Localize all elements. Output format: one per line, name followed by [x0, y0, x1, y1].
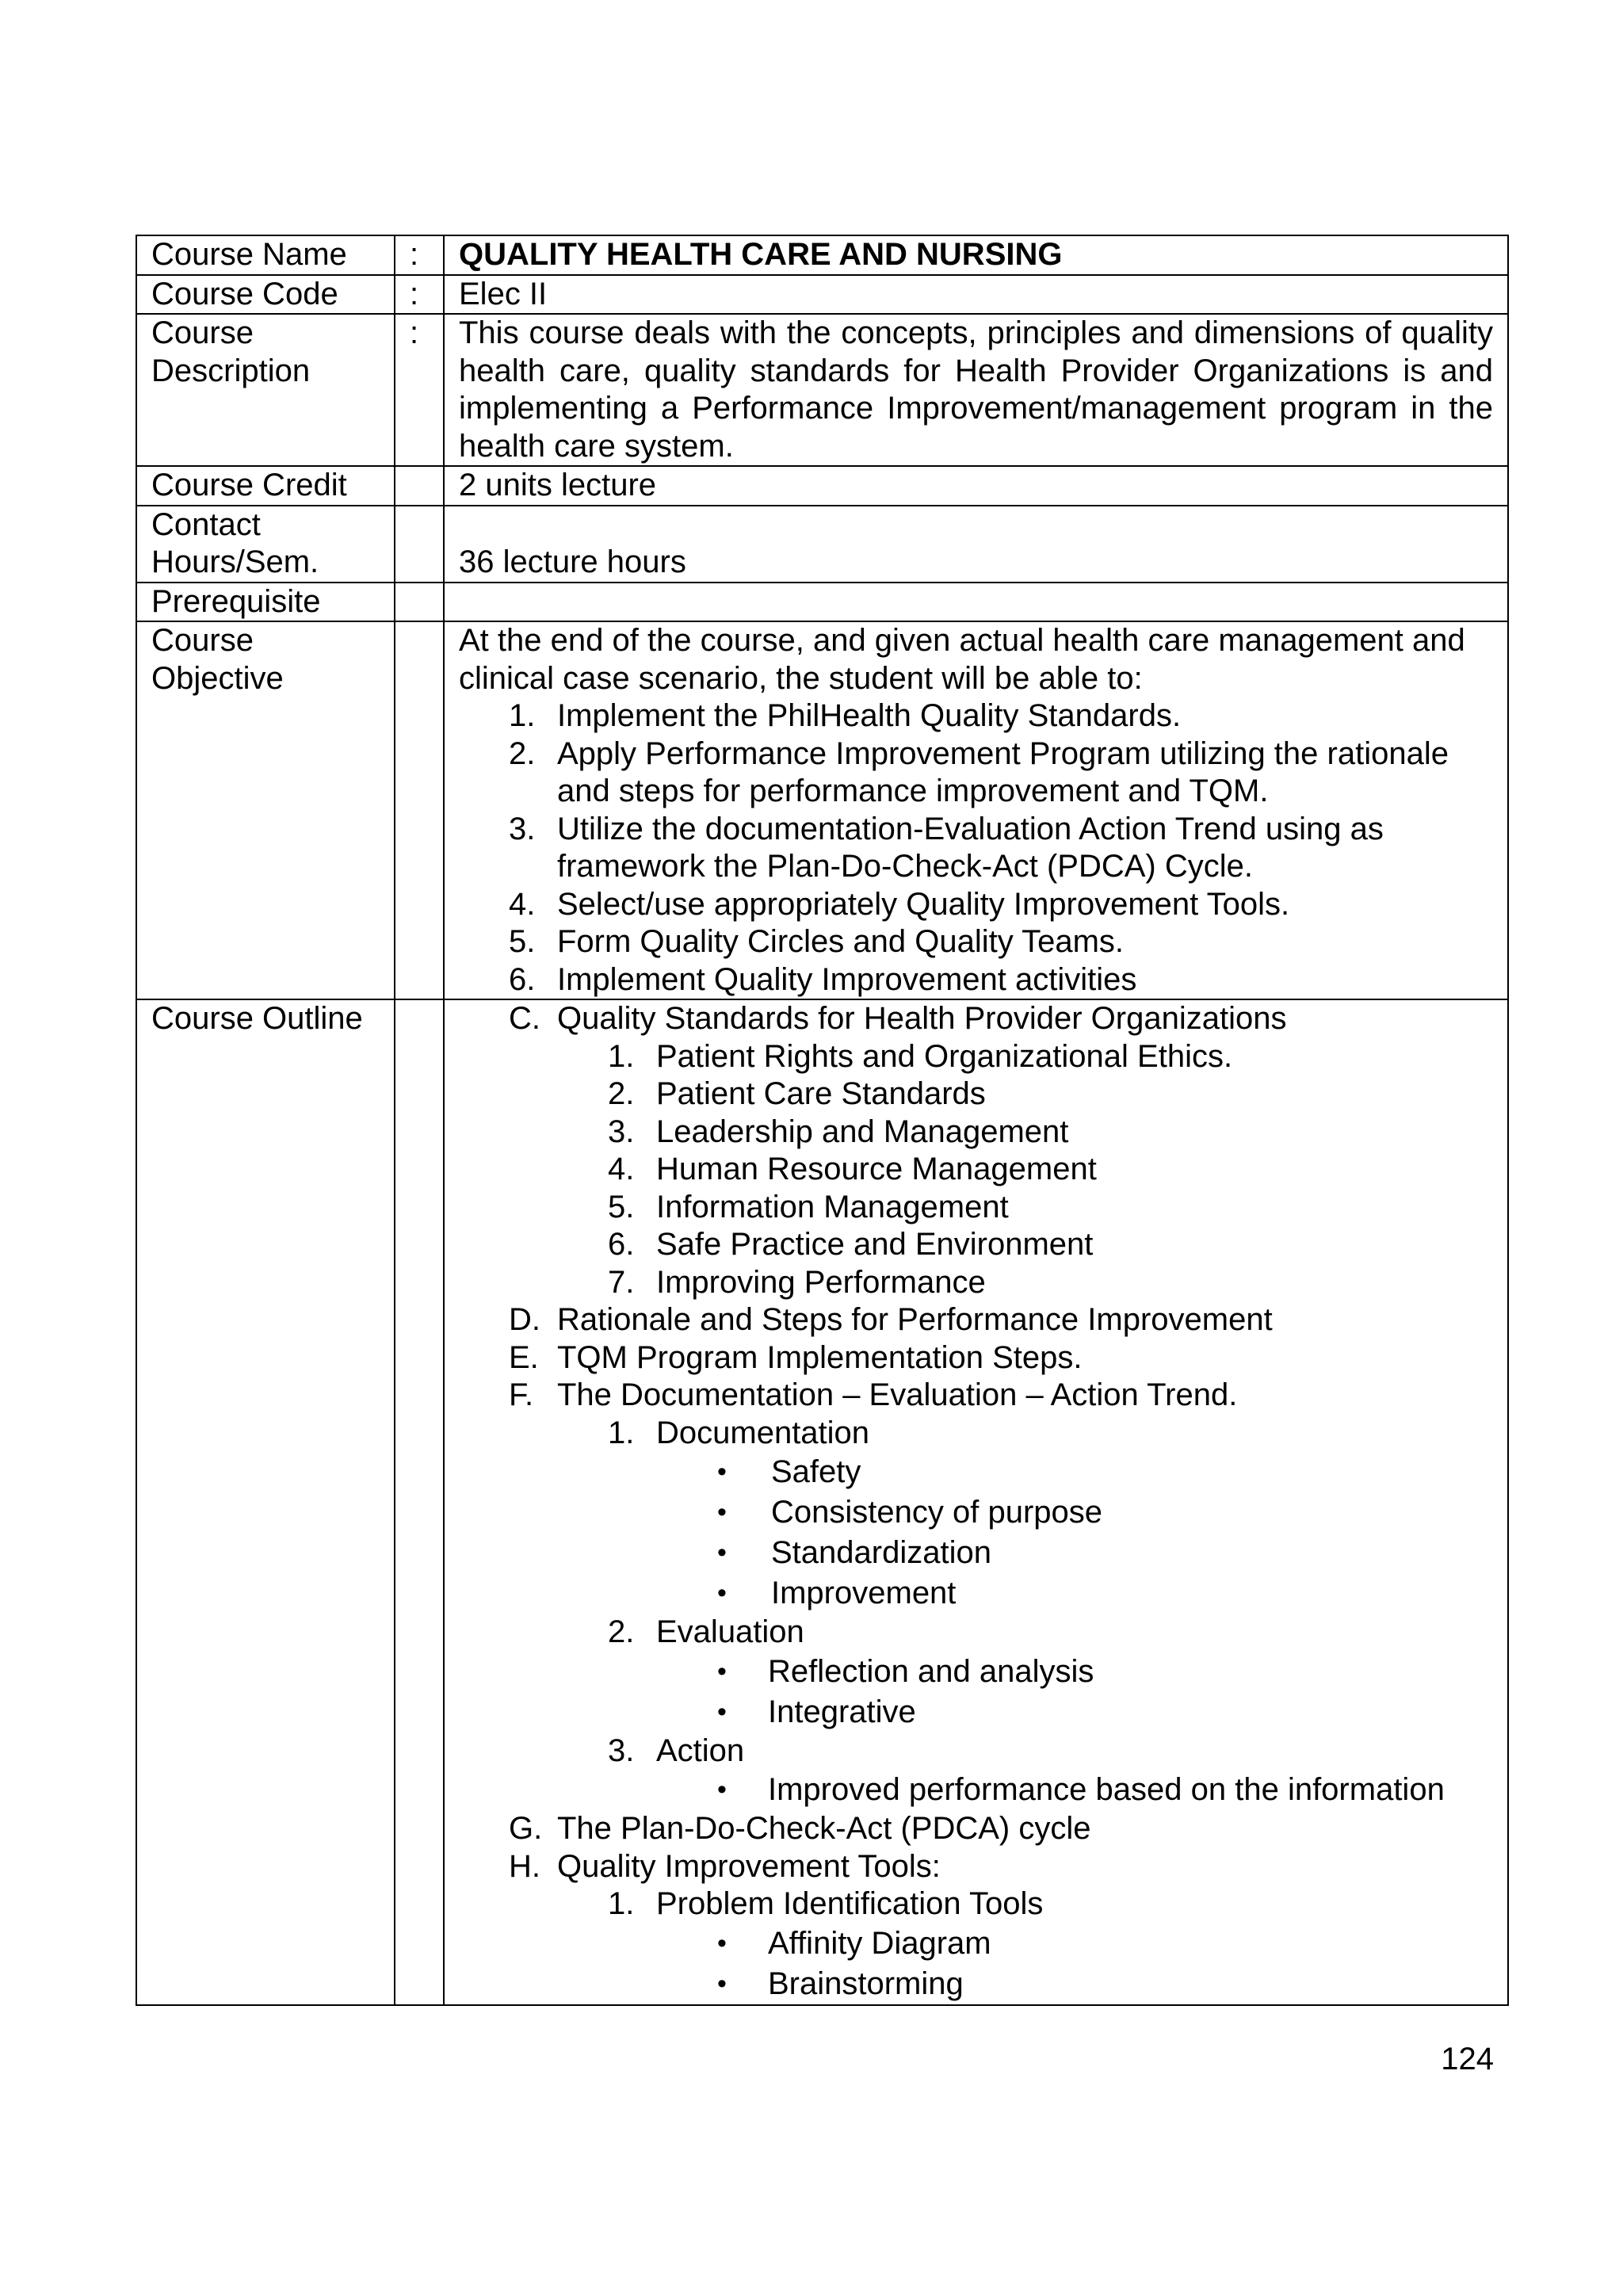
- list-item: [459, 1189, 1493, 1227]
- label-line: Course: [151, 315, 254, 350]
- list-marker: 3.: [608, 1733, 635, 1768]
- list-text: Quality Improvement Tools:: [557, 1848, 941, 1884]
- list-item: [459, 1038, 1493, 1076]
- list-marker: F.: [509, 1377, 534, 1412]
- separator: :: [395, 314, 444, 466]
- outline-list: [459, 1000, 1493, 2004]
- list-text: Consistency of purpose: [771, 1495, 1103, 1530]
- bullet-item: [459, 1770, 1493, 1810]
- list-text: Safe Practice and Environment: [656, 1227, 1094, 1262]
- list-marker: 1.: [608, 1886, 635, 1921]
- list-marker: 1.: [608, 1415, 635, 1450]
- course-credit-label: Course Credit: [136, 466, 395, 506]
- list-item: [459, 886, 1493, 924]
- course-description-row: [136, 314, 1508, 466]
- list-marker: 5.: [509, 924, 536, 959]
- course-outline-row: [136, 999, 1508, 2005]
- list-text: Patient Rights and Organizational Ethics.: [656, 1038, 1233, 1074]
- list-text: Utilize the documentation-Evaluation Action Trend using as framework the Plan-Do-Check-Act (PDCA) Cycle.: [557, 811, 1384, 884]
- list-text: The Documentation – Evaluation – Action Trend.: [557, 1377, 1238, 1412]
- list-item: [459, 1733, 1493, 1771]
- empty-cell: [395, 466, 444, 506]
- list-text: Quality Standards for Health Provider Organizations: [557, 1001, 1287, 1036]
- list-item: [459, 697, 1493, 735]
- bullet-item: [459, 1452, 1493, 1492]
- course-code-row: [136, 275, 1508, 315]
- list-text: Reflection and analysis: [768, 1653, 1094, 1689]
- list-text: TQM Program Implementation Steps.: [557, 1339, 1083, 1375]
- bullet-icon: •: [717, 1656, 727, 1687]
- list-marker: C.: [509, 1001, 540, 1036]
- list-marker: 2.: [608, 1614, 635, 1649]
- list-text: Apply Performance Improvement Program utilizing the rationale and steps for performance improvement and TQM.: [557, 735, 1449, 808]
- course-credit-row: [136, 466, 1508, 506]
- course-objective-row: [136, 621, 1508, 999]
- empty-cell: [395, 506, 444, 583]
- list-text: Affinity Diagram: [768, 1925, 991, 1961]
- bullet-item: [459, 1652, 1493, 1692]
- list-text: Rationale and Steps for Performance Improvement: [557, 1302, 1273, 1337]
- list-item: [459, 923, 1493, 961]
- list-text: The Plan-Do-Check-Act (PDCA) cycle: [557, 1811, 1091, 1846]
- objective-intro: At the end of the course, and given actual health care management and clinical case scenario, the student will be able to:: [459, 623, 1465, 696]
- list-text: Evaluation: [656, 1614, 804, 1649]
- list-marker: G.: [509, 1811, 543, 1846]
- label-line: Description: [151, 353, 311, 388]
- list-item: [459, 961, 1493, 999]
- list-item: [459, 1885, 1493, 1924]
- outline-item-c: [459, 1000, 1493, 1038]
- list-text: Documentation: [656, 1415, 870, 1450]
- bullet-icon: •: [717, 1538, 727, 1568]
- course-credit-value: 2 units lecture: [444, 466, 1508, 506]
- list-item: [459, 1415, 1493, 1453]
- list-text: Action: [656, 1733, 745, 1768]
- separator: :: [395, 235, 444, 275]
- label-line: Hours/Sem.: [151, 544, 319, 579]
- page-number: 124: [1441, 2042, 1494, 2076]
- course-outline-value: [444, 999, 1508, 2005]
- list-text: Integrative: [768, 1694, 916, 1729]
- list-text: Implement Quality Improvement activities: [557, 961, 1137, 997]
- list-marker: 3.: [509, 811, 536, 846]
- list-text: Patient Care Standards: [656, 1076, 986, 1111]
- empty-cell: [395, 999, 444, 2005]
- course-outline-label: Course Outline: [136, 999, 395, 2005]
- bullet-item: [459, 1492, 1493, 1533]
- list-item: [459, 1226, 1493, 1264]
- bullet-icon: •: [717, 1927, 727, 1958]
- bullet-item: [459, 1692, 1493, 1733]
- bullet-item: [459, 1964, 1493, 2004]
- bullet-item: [459, 1533, 1493, 1573]
- list-marker: 2.: [608, 1076, 635, 1111]
- list-text: Implement the PhilHealth Quality Standards.: [557, 698, 1182, 733]
- bullet-icon: •: [717, 1775, 727, 1805]
- objectives-list: [459, 697, 1493, 999]
- bullet-icon: •: [717, 1968, 727, 1999]
- course-name-label: Course Name: [136, 235, 395, 275]
- list-text: Safety: [771, 1454, 861, 1489]
- course-name-value: QUALITY HEALTH CARE AND NURSING: [444, 235, 1508, 275]
- list-item: [459, 1114, 1493, 1152]
- bullet-icon: •: [717, 1578, 727, 1608]
- list-marker: 7.: [608, 1264, 635, 1300]
- course-objective-label: [136, 621, 395, 999]
- outline-item-g: [459, 1810, 1493, 1848]
- list-text: Human Resource Management: [656, 1152, 1097, 1186]
- list-item: [459, 1614, 1493, 1652]
- label-line: Contact: [151, 506, 261, 542]
- course-table: [136, 235, 1509, 2006]
- contact-hours-text: 36 lecture hours: [459, 544, 686, 579]
- bullet-item: [459, 1924, 1493, 1964]
- separator: :: [395, 275, 444, 315]
- list-text: Problem Identification Tools: [656, 1886, 1044, 1921]
- list-marker: 3.: [608, 1114, 635, 1149]
- list-item: [459, 1151, 1493, 1189]
- bullet-item: [459, 1573, 1493, 1614]
- outline-item-f: [459, 1377, 1493, 1415]
- list-text: Leadership and Management: [656, 1114, 1069, 1149]
- course-description-label: [136, 314, 395, 466]
- list-marker: 4.: [509, 886, 536, 922]
- course-description-value: This course deals with the concepts, principles and dimensions of quality health care, quality standards for Health Provider Organizations is and implementing a Performance Improvement/management program in the health care system.: [444, 314, 1508, 466]
- course-code-value: Elec II: [444, 275, 1508, 315]
- list-marker: D.: [509, 1302, 540, 1337]
- list-item: [459, 735, 1493, 811]
- contact-hours-label: [136, 506, 395, 583]
- contact-hours-row: [136, 506, 1508, 583]
- prerequisite-value: [444, 583, 1508, 622]
- list-marker: E.: [509, 1339, 539, 1375]
- course-name-row: [136, 235, 1508, 275]
- list-text: Standardization: [771, 1535, 991, 1570]
- list-text: Information Management: [656, 1189, 1009, 1224]
- list-text: Improving Performance: [656, 1264, 986, 1300]
- outline-item-d: [459, 1301, 1493, 1339]
- list-marker: 4.: [608, 1152, 635, 1186]
- empty-cell: [395, 621, 444, 999]
- label-line: Course: [151, 623, 254, 658]
- list-marker: 6.: [608, 1227, 635, 1262]
- list-marker: 1.: [509, 698, 536, 733]
- list-marker: 2.: [509, 735, 536, 771]
- list-item: [459, 811, 1493, 886]
- prerequisite-label: Prerequisite: [136, 583, 395, 622]
- list-item: [459, 1075, 1493, 1114]
- outline-item-h: [459, 1848, 1493, 1886]
- bullet-icon: •: [717, 1696, 727, 1727]
- list-text: Form Quality Circles and Quality Teams.: [557, 924, 1125, 959]
- list-marker: 5.: [608, 1189, 635, 1224]
- bullet-icon: •: [717, 1457, 727, 1487]
- bullet-icon: •: [717, 1497, 727, 1527]
- list-text: Select/use appropriately Quality Improvement Tools.: [557, 886, 1290, 922]
- list-marker: 6.: [509, 961, 536, 997]
- list-item: [459, 1264, 1493, 1302]
- list-text: Improvement: [771, 1576, 957, 1610]
- label-line: Objective: [151, 660, 284, 696]
- prerequisite-row: [136, 583, 1508, 622]
- course-objective-value: [444, 621, 1508, 999]
- list-marker: H.: [509, 1848, 540, 1884]
- outline-item-e: [459, 1339, 1493, 1377]
- course-code-label: Course Code: [136, 275, 395, 315]
- list-text: Improved performance based on the information: [768, 1772, 1445, 1807]
- empty-cell: [395, 583, 444, 622]
- contact-hours-value: [444, 506, 1508, 583]
- list-text: Brainstorming: [768, 1966, 964, 2001]
- list-marker: 1.: [608, 1038, 635, 1074]
